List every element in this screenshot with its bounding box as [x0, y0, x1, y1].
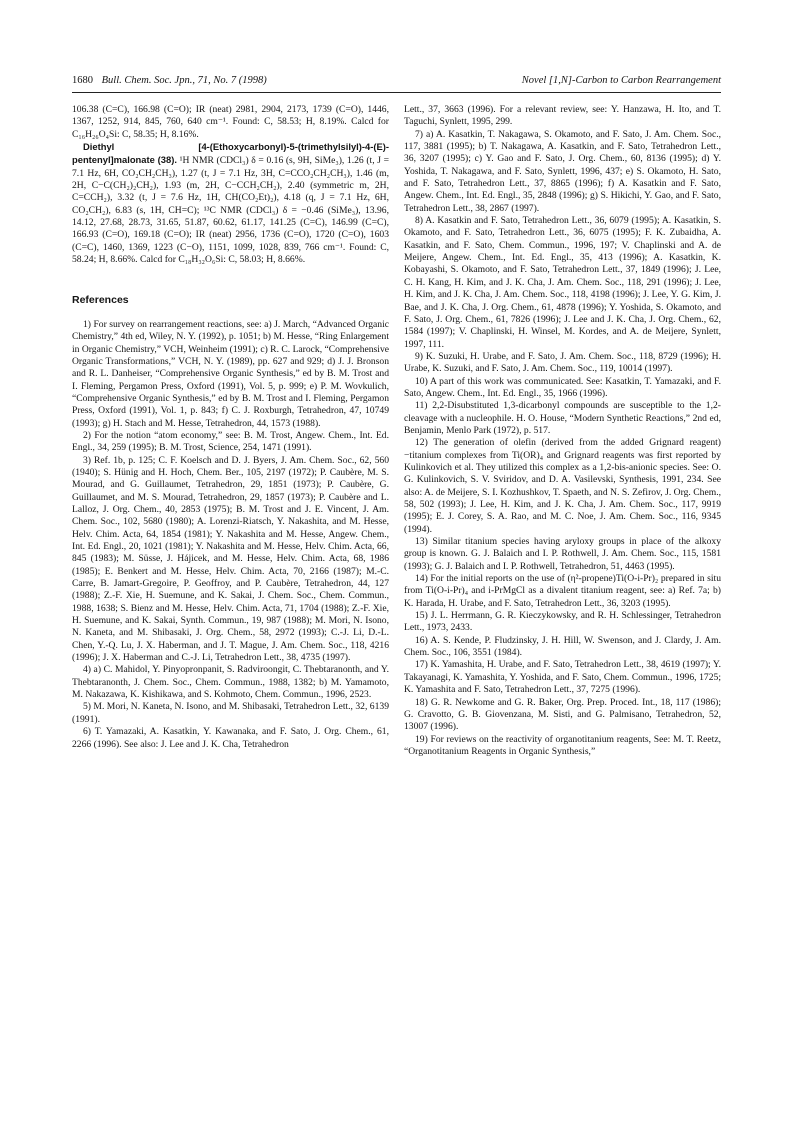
reference-item: 2) For the notion “atom economy,” see: B. M. Trost, Angew. Chem., Int. Ed. Engl., 34, 259 (1995); B. M. Trost, Science, 254, 1471 (1991).: [72, 429, 389, 454]
reference-continuation: Lett., 37, 3663 (1996). For a relevant review, see: Y. Hanzawa, H. Ito, and T. Taguchi, Synlett, 1995, 299.: [404, 104, 721, 128]
compound-name: Diethyl [4-(Ethoxycarbonyl)-5-(trimethylsilyl)-4-(E)-pentenyl]malonate (38).: [72, 141, 389, 166]
page-header: [72, 75, 721, 91]
references-heading: References: [72, 294, 129, 307]
reference-item: 10) A part of this work was communicated. See: Kasatkin, T. Yamazaki, and F. Sato, Angew. Chem., Int. Ed. Engl., 35, 1966 (1996).: [404, 375, 721, 399]
reference-item: 4) a) C. Mahidol, Y. Pinyopronpanit, S. Radviroongit, C. Thebtaranonth, and Y. Thebtaranonth, J. Chem. Soc., Chem. Commun., 1988, 1382; b) M. Yamamoto, M. Nakazawa, K. Kishikawa, and S. Kohmoto, Chem. Commun., 1996, 2523.: [72, 664, 389, 701]
compound-data: ¹H NMR (CDCl₃) δ = 0.16 (s, 9H, SiMe₃), 1.26 (t, J = 7.1 Hz, 6H, CO₂CH₂CH₃), 1.27 (t, J = 7.1 Hz, 3H, C=CCO₂CH₂CH₃), 1.46 (m, 2H, C−C(CH₂)₂CH₂), 1.93 (m, 2H, C−CCH₂CH₂), 2.40 (symmetric m, 2H, C=CCH₂), 3.32 (t, J = 7.6 Hz, 1H, CH(CO₂Et)₂), 4.18 (q, J = 7.1 Hz, 6H, CO₂CH₂), 6.83 (s, 1H, CH=C); ¹³C NMR (CDCl₃) δ = −0.46 (SiMe₃), 13.96, 14.12, 27.68, 28.73, 31.65, 51.87, 60.62, 61.17, 141.25 (C=C), 146.99 (C=C), 166.93 (C=O), 169.18 (C=O); IR (neat) 2956, 1736 (C=O), 1720 (C=O), 1603 (C=C), 1460, 1369, 1223 (C−O), 1151, 1099, 1028, 839, 766 cm⁻¹. Found: C, 58.24; H, 8.66%. Calcd for C₁₈H₃₂O₆Si: C, 58.03; H, 8.66%.: [72, 155, 389, 266]
reference-item: 7) a) A. Kasatkin, T. Nakagawa, S. Okamoto, and F. Sato, J. Am. Chem. Soc., 117, 3881 (1995); b) T. Nakagawa, A. Kasatkin, and F. Sato, Tetrahedron Lett., 36, 3207 (1995); c) Y. Gao and F. Sato, J. Org. Chem., 60, 8136 (1995); d) Y. Yoshida, T. Nakagawa, and F. Sato, Synlett, 1996, 437; e) S. Okamoto, H. Sato, and F. Sato, Tetrahedron Lett., 37, 8865 (1996); f) A. Kasatkin and F. Sato, Angew. Chem., Int. Ed. Engl., 35, 2848 (1996); g) S. Hikichi, Y. Gao, and F. Sato, Tetrahedron Lett., 38, 2867 (1997).: [404, 128, 721, 214]
left-column: [72, 104, 389, 751]
reference-item: 12) The generation of olefin (derived from the added Grignard reagent)−titanium complexes from Ti(OR)₄ and Grignard reagents was first reported by Kulinkovich et al. They utilized this complex as a 1,2-bis-anionic species. See: O. G. Kulinkovich, S. V. Sviridov, and D. A. Vasilevski, Synthesis, 1991, 234. See also: A. de Meijere, S. I. Kozhushkov, T. Spaeth, and N. S. Zefirov, J. Org. Chem., 58, 502 (1993); J. Lee, H. Kim, and J. K. Cha, J. Am. Chem. Soc., 117, 9919 (1995); E. J. Corey, S. A. Rao, and M. C. Noe, J. Am. Chem. Soc., 116, 9345 (1994).: [404, 437, 721, 535]
right-column: [404, 104, 721, 758]
reference-item: 1) For survey on rearrangement reactions, see: a) J. March, “Advanced Organic Chemistry,” 4th ed, Wiley, N. Y. (1992), p. 1051; b) M. Hesse, “Ring Enlargement in Organic Chemistry,” VCH, Weinheim (1991); c) R. C. Larock, “Comprehensive Organic Transformations,” VCH, N. Y. (1989), pp. 627 and 929; d) J. J. Bronson and R. L. Danheiser, “Comprehensive Organic Synthesis,” ed by B. M. Trost and I. Fleming, Pergamon Press, Oxford (1991), Vol. 5, p. 999; e) P. M. Wovkulich, “Comprehensive Organic Synthesis,” ed by B. M. Trost and I. Fleming, Pergamon Press, Oxford (1991), Vol. 1, p. 843; f) C. J. Roxburgh, Tetrahedron, 47, 10749 (1993); g) H. Stach and M. Hesse, Tetrahedron, 44, 1573 (1988).: [72, 318, 390, 429]
reference-item: 18) G. R. Newkome and G. R. Baker, Org. Prep. Proced. Int., 18, 117 (1986); G. Cravotto, G. B. Giovenzana, M. Sisti, and G. Palmisano, Tetrahedron, 52, 13007 (1996).: [404, 696, 721, 733]
experimental-continuation: 106.38 (C=C), 166.98 (C=O); IR (neat) 2981, 2904, 2173, 1739 (C=O), 1446, 1367, 1252, 914, 845, 760, 640 cm⁻¹. Found: C, 58.53; H, 8.19%. Calcd for C₁₆H₂₆O₄Si: C, 58.35; H, 8.16%.: [72, 104, 389, 140]
reference-item: 16) A. S. Kende, P. Fludzinsky, J. H. Hill, W. Swenson, and J. Clardy, J. Am. Chem. Soc., 106, 3551 (1984).: [404, 634, 721, 659]
reference-item: 6) T. Yamazaki, A. Kasatkin, Y. Kawanaka, and F. Sato, J. Org. Chem., 61, 2266 (1996). See also: J. Lee and J. K. Cha, Tetrahedron: [72, 726, 389, 750]
reference-item: 15) J. L. Herrmann, G. R. Kieczykowsky, and R. H. Schlessinger, Tetrahedron Lett., 1973, 2433.: [404, 610, 721, 634]
compound-entry: [72, 141, 389, 266]
reference-item: 5) M. Mori, N. Kaneta, N. Isono, and M. Shibasaki, Tetrahedron Lett., 32, 6139 (1991).: [72, 701, 389, 725]
header-left: [72, 75, 267, 86]
reference-item: 17) K. Yamashita, H. Urabe, and F. Sato, Tetrahedron Lett., 38, 4619 (1997); Y. Takayanagi, K. Yamashita, Y. Yoshida, and F. Sato, Chem. Commun., 1996, 1725; K. Yamashita and F. Sato, Tetrahedron Lett., 37, 7275 (1996).: [404, 659, 721, 696]
reference-item: 19) For reviews on the reactivity of organotitanium reagents, See: M. T. Reetz, “Organotitanium Reagents in Organic Synthesis,”: [404, 733, 721, 757]
journal-citation: Bull. Chem. Soc. Jpn., 71, No. 7 (1998): [101, 75, 267, 86]
reference-item: 11) 2,2-Disubstituted 1,3-dicarbonyl compounds are susceptible to the 1,2-cleavage with a nucleophile. H. O. House, “Modern Synthetic Reactions,” 2nd ed, Benjamin, Menlo Park (1972), p. 517.: [404, 400, 721, 436]
page-number: 1680: [72, 75, 93, 86]
header-rule: [72, 92, 721, 93]
reference-item: 14) For the initial reports on the use of (η²-propene)Ti(O-i-Pr)₂ prepared in situ from Ti(O-i-Pr)₄ and i-PrMgCl as a divalent titanium reagent, see: a) Ref. 7a; b) K. Harada, H. Urabe, and F. Sato, Tetrahedron Lett., 36, 3203 (1995).: [404, 573, 721, 609]
reference-item: 3) Ref. 1b, p. 125; C. F. Koelsch and D. J. Byers, J. Am. Chem. Soc., 62, 560 (1940); S. Hünig and H. Hoch, Chem. Ber., 105, 2197 (1972); P. Caubère, M. S. Mourad, and G. Guillaumet, Tetrahedron, 29, 1851 (1973); P. Caubère, G. Guillaumet, and M. S. Mourad, Tetrahedron, 29, 1857 (1973); P. Caubère and L. Lalloz, J. Org. Chem., 40, 2853 (1975); B. M. Trost and J. E. Vincent, J. Am. Chem. Soc., 102, 5680 (1980); A. Lorenzi-Riatsch, Y. Nakashita, and M. Hesse, Helv. Chim. Acta, 64, 1854 (1981); Y. Nakashita and M. Hesse, Angew. Chem., Int. Ed. Engl., 20, 1021 (1981); Y. Nakashita and M. Hesse, Helv. Chim. Acta, 66, 845 (1983); M. Süsse, J. Hájicek, and M. Hesse, Helv. Chim. Acta, 68, 1986 (1985); E. Benkert and M. Hesse, Helv. Chim. Acta, 70, 2166 (1987); M.-C. Carre, B. Jamart-Gregoire, P. Geoffroy, and P. Caubère, Tetrahedron, 44, 127 (1988); Z.-F. Xie, H. Suemune, and K. Sakai, J. Chem. Soc., Chem. Commun., 1988, 1638; S. Bienz and M. Hesse, Helv. Chim. Acta, 71, 1704 (1988); Z.-F. Xie, H. Suemune, and K. Sakai, Synth. Commun., 19, 987 (1988); M. Mori, N. Isono, N. Kaneta, and M. Shibasaki, J. Org. Chem., 58, 2972 (1993); C.-J. Li, D.-L. Chen, Y.-Q. Lu, J. X. Haberman, and J. T. Mague, J. Am. Chem. Soc., 118, 4216 (1996); J. X. Haberman and C.-J. Li, Tetrahedron Lett., 38, 4735 (1997).: [72, 454, 389, 664]
running-title: Novel [1,N]-Carbon to Carbon Rearrangement: [521, 75, 721, 86]
reference-item: 13) Similar titanium species having aryloxy groups in place of the alkoxy group is known. G. J. Balaich and I. P. Rothwell, J. Am. Chem. Soc., 115, 1581 (1993); G. J. Balaich and I. P. Rothwell, Tetrahedron, 51, 4463 (1995).: [404, 536, 721, 572]
reference-item: 8) A. Kasatkin and F. Sato, Tetrahedron Lett., 36, 6079 (1995); A. Kasatkin, S. Okamoto, and F. Sato, Tetrahedron Lett., 36, 6075 (1995); F. K. Zubaidha, A. Kasatkin, and F. Sato, Chem. Commun., 1996, 197; V. Chaplinski and A. de Meijere, Angew. Chem., Int. Ed. Engl., 35, 413 (1996); A. Kasatkin, K. Kobayashi, S. Okamoto, and F. Sato, Tetrahedron Lett., 37, 1849 (1996); J. Lee, C. H. Kang, H. Kim, and J. K. Cha, J. Am. Chem. Soc., 118, 291 (1996); J. Lee, H. Kim, and J. K. Cha, J. Am. Chem. Soc., 118, 4198 (1996); J. Lee, Y. G. Kim, J. Bae, and J. K. Cha, J. Org. Chem., 61, 4878 (1996); Y. Yoshida, S. Okamoto, and F. Sato, J. Org. Chem., 61, 7826 (1996); J. Lee and J. K. Cha, J. Org. Chem., 62, 1584 (1997); V. Chaplinski, H. Winsel, M. Kordes, and A. de Meijere, Synlett, 1997, 111.: [404, 215, 721, 350]
reference-item: 9) K. Suzuki, H. Urabe, and F. Sato, J. Am. Chem. Soc., 118, 8729 (1996); H. Urabe, K. Suzuki, and F. Sato, J. Am. Chem. Soc., 119, 10014 (1997).: [404, 350, 721, 375]
